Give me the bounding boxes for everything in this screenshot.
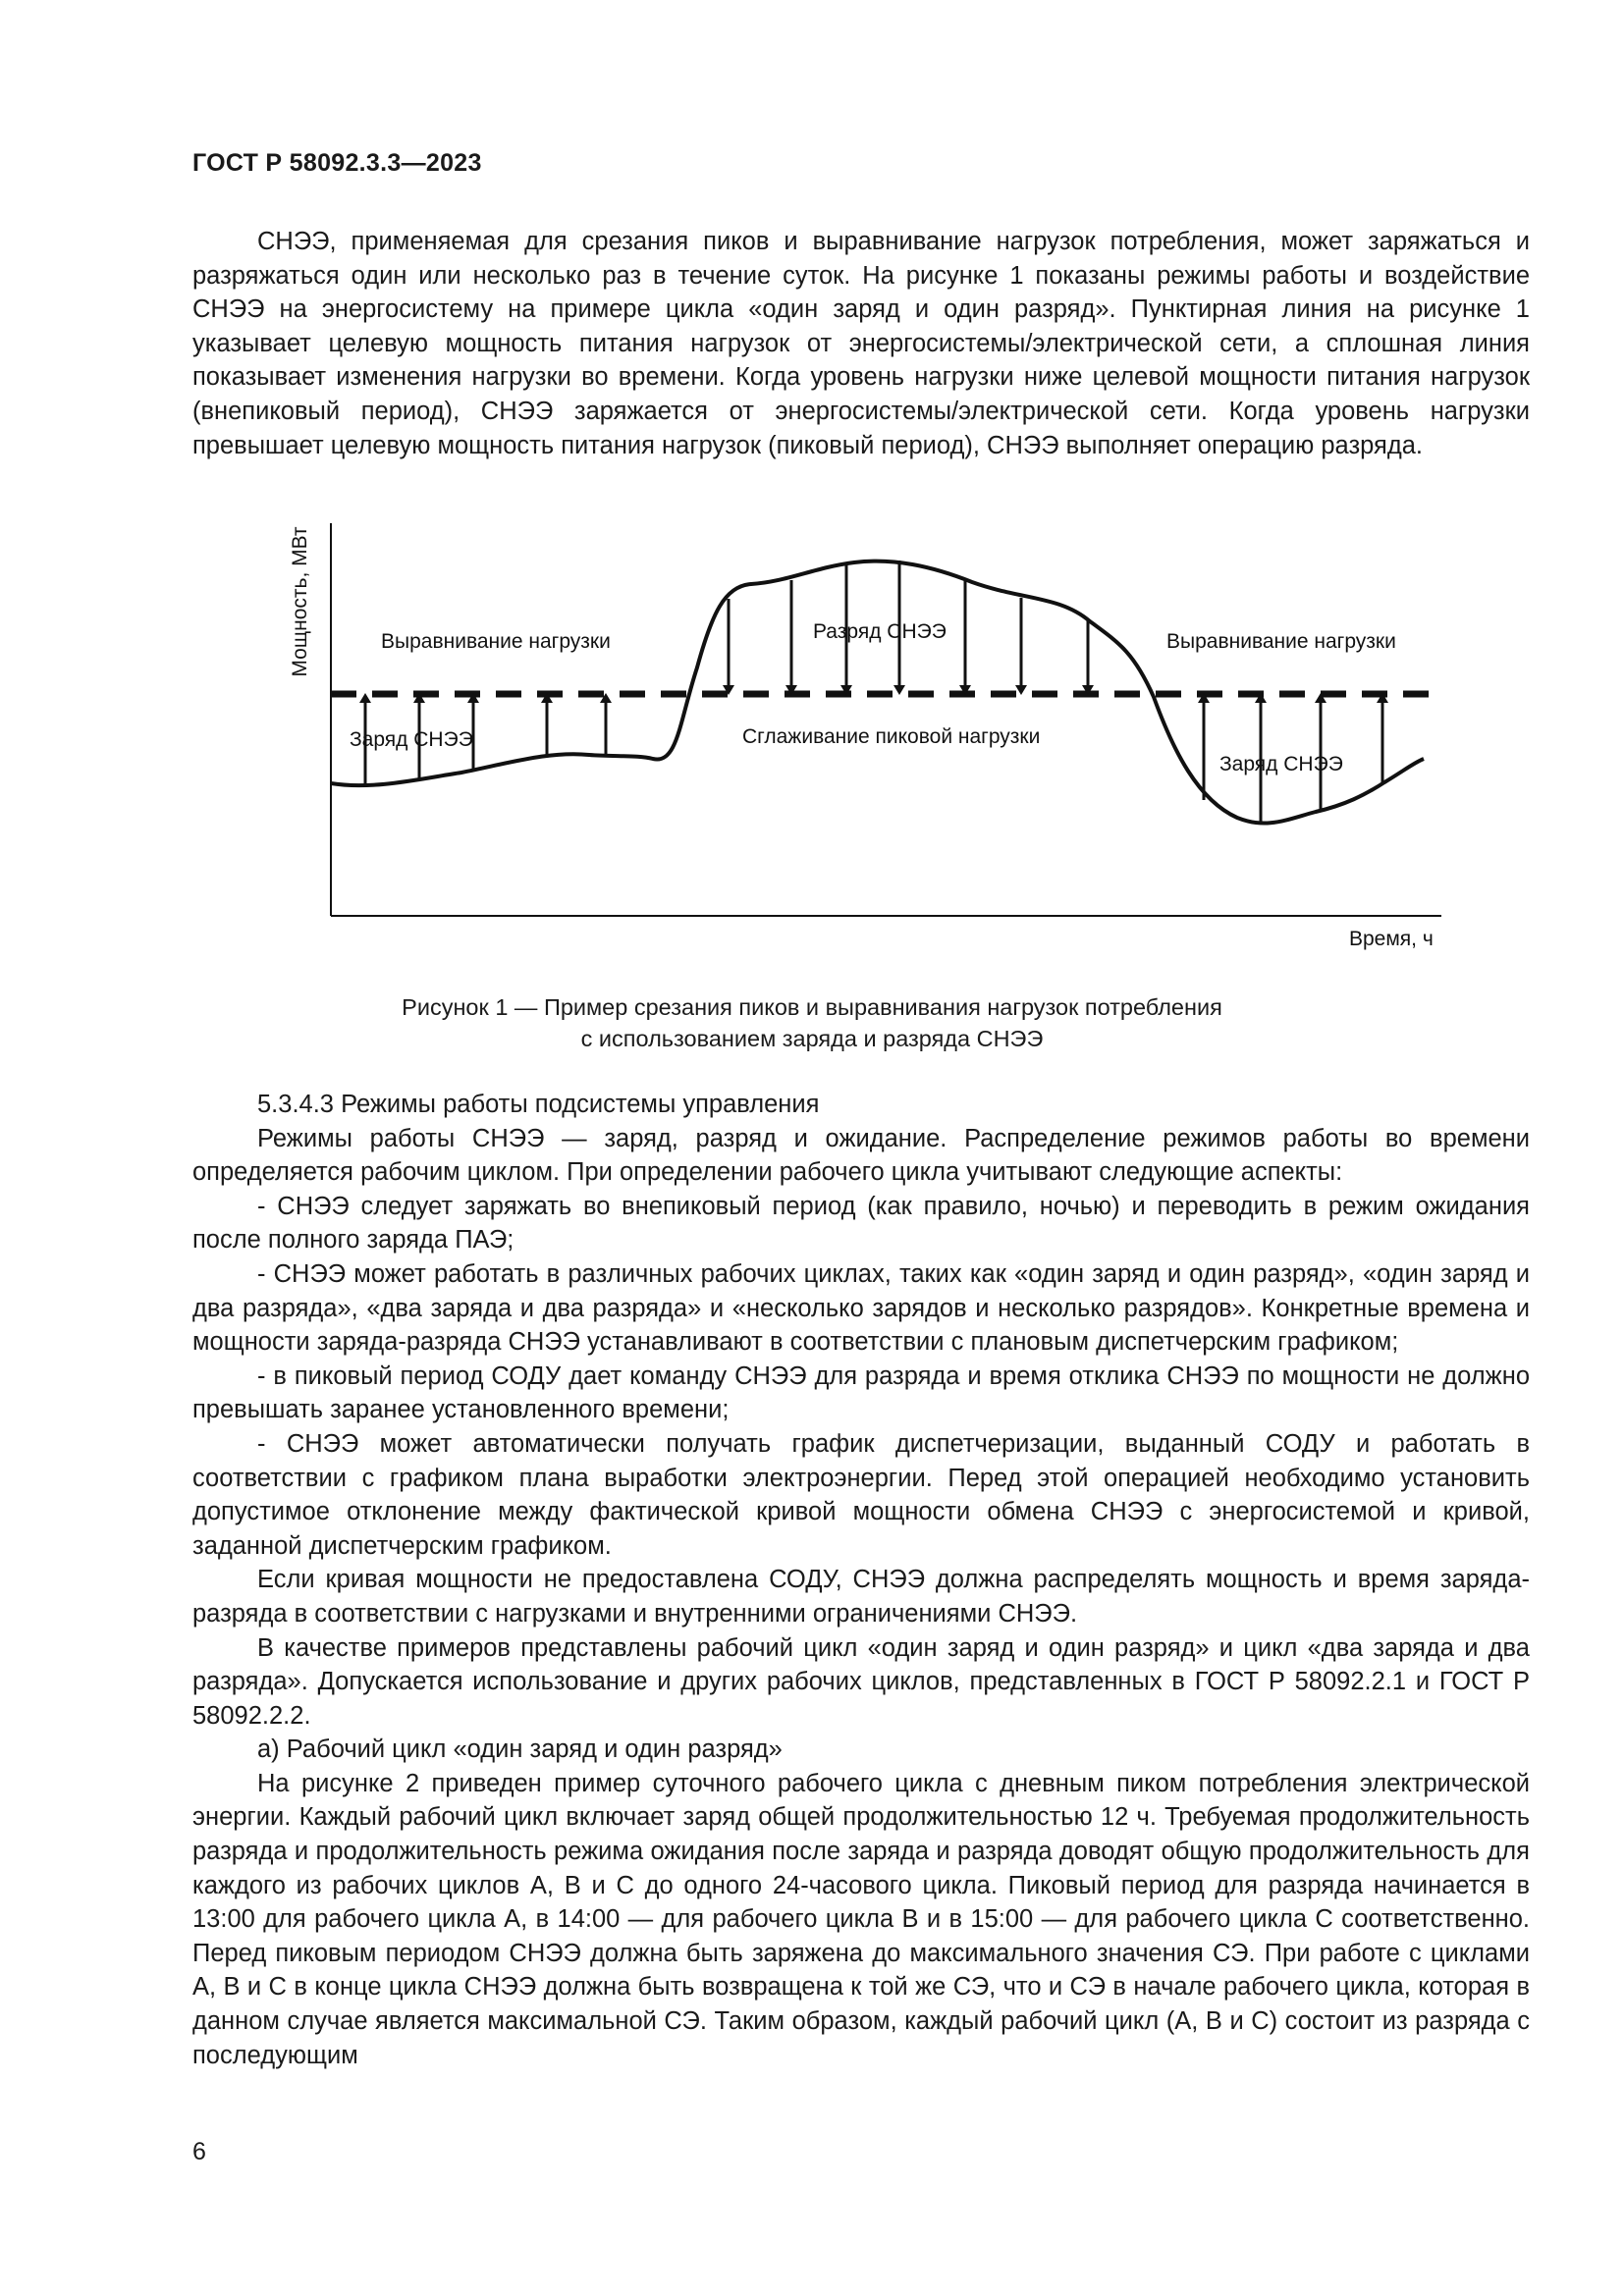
y-axis-label: Мощность, МВт (289, 526, 311, 677)
caption-line-1: Рисунок 1 — Пример срезания пиков и выравнивания нагрузок потребления (402, 994, 1222, 1020)
section-title: 5.3.4.3 Режимы работы подсистемы управления (257, 1091, 820, 1118)
list-item: - СНЭЭ следует заряжать во внепиковый период (как правило, ночью) и переводить в режим ожидания после полного заряда ПАЭ; (192, 1192, 1530, 1255)
label-discharge: Разряд СНЭЭ (813, 620, 947, 643)
paragraph: Если кривая мощности не предоставлена СОДУ, СНЭЭ должна распределять мощность и время заряда-разряда в соответствии с нагрузками и внутренними ограничениями СНЭЭ. (192, 1566, 1530, 1628)
label-charge-right: Заряд СНЭЭ (1219, 753, 1343, 775)
label-peak-smoothing: Сглаживание пиковой нагрузки (742, 725, 1041, 748)
page-number: 6 (192, 2138, 206, 2165)
body-text (192, 1088, 1530, 2072)
label-charge-left: Заряд СНЭЭ (350, 728, 473, 751)
label-right-leveling: Выравнивание нагрузки (1166, 630, 1396, 653)
figure-peak-shaving (0, 506, 1624, 957)
paragraph: В качестве примеров представлены рабочий цикл «один заряд и один разряд» и цикл «два заряда и два разряда». Допускается использование и других рабочих циклов, представленных в ГОСТ Р 58092.2.1 и ГОСТ Р 58092.2.2. (192, 1633, 1530, 1730)
figure-caption (321, 991, 1303, 1054)
paragraph: Режимы работы СНЭЭ — заряд, разряд и ожидание. Распределение режимов работы во времени определяется рабочим циклом. При определении рабочего цикла учитывают следующие аспекты: (192, 1124, 1530, 1187)
intro-text (192, 225, 1530, 462)
list-item: - в пиковый период СОДУ дает команду СНЭЭ для разряда и время отклика СНЭЭ по мощности не должно превышать заранее установленного времени; (192, 1362, 1530, 1424)
paragraph: На рисунке 2 приведен пример суточного рабочего цикла с дневным пиком потребления электрической энергии. Каждый рабочий цикл включает заряд общей продолжительностью 12 ч. Требуемая продолжительность разряда и продолжительность режима ожидания после заряда и разряда доводят общую продолжительность для каждого из рабочих циклов А, В и С до одного 24-часового цикла. Пиковый период для разряда начинается в 13:00 для рабочего цикла А, в 14:00 — для рабочего цикла В и в 15:00 — для рабочего цикла С соответственно. Перед пиковым периодом СНЭЭ должна быть заряжена до максимального значения СЭ. При работе с циклами А, В и С в конце цикла СНЭЭ должна быть возвращена к той же СЭ, что и СЭ в начале рабочего цикла, которая в данном случае является максимальной СЭ. Таким образом, каждый рабочий цикл (А, В и С) состоит из разряда с последующим (192, 1769, 1530, 2069)
list-item: - СНЭЭ может автоматически получать график диспетчеризации, выданный СОДУ и работать в соответствии с графиком плана выработки электроэнергии. Перед этой операцией необходимо установить допустимое отклонение между фактической кривой мощности обмена СНЭЭ с энергосистемой и кривой, заданной диспетчерским графиком. (192, 1429, 1530, 1560)
document-header: ГОСТ Р 58092.3.3—2023 (192, 149, 482, 177)
intro-paragraph: СНЭЭ, применяемая для срезания пиков и выравнивание нагрузок потребления, может заряжаться и разряжаться один или несколько раз в течение суток. На рисунке 1 показаны режимы работы и воздействие СНЭЭ на энергосистему на примере цикла «один заряд и один разряд». Пунктирная линия на рисунке 1 указывает целевую мощность питания нагрузок от энергосистемы/электрической сети, а сплошная линия показывает изменения нагрузки во времени. Когда уровень нагрузки ниже целевой мощности питания нагрузок (внепиковый период), СНЭЭ заряжается от энергосистемы/электрической сети. Когда уровень нагрузки превышает целевую мощность питания нагрузок (пиковый период), СНЭЭ выполняет операцию разряда. (192, 228, 1530, 459)
subsection-title: а) Рабочий цикл «один заряд и один разряд» (257, 1735, 783, 1764)
caption-line-2: с использованием заряда и разряда СНЭЭ (580, 1026, 1044, 1051)
label-left-leveling: Выравнивание нагрузки (381, 630, 611, 653)
list-item: - СНЭЭ может работать в различных рабочих циклах, таких как «один заряд и один разряд», «один заряд и два разряда», «два заряда и два разряда» и «несколько зарядов и несколько разрядов». Конкретные времена и мощности заряда-разряда СНЭЭ устанавливают в соответствии с плановым диспетчерским графиком; (192, 1259, 1530, 1357)
x-axis-label: Время, ч (1349, 928, 1434, 950)
